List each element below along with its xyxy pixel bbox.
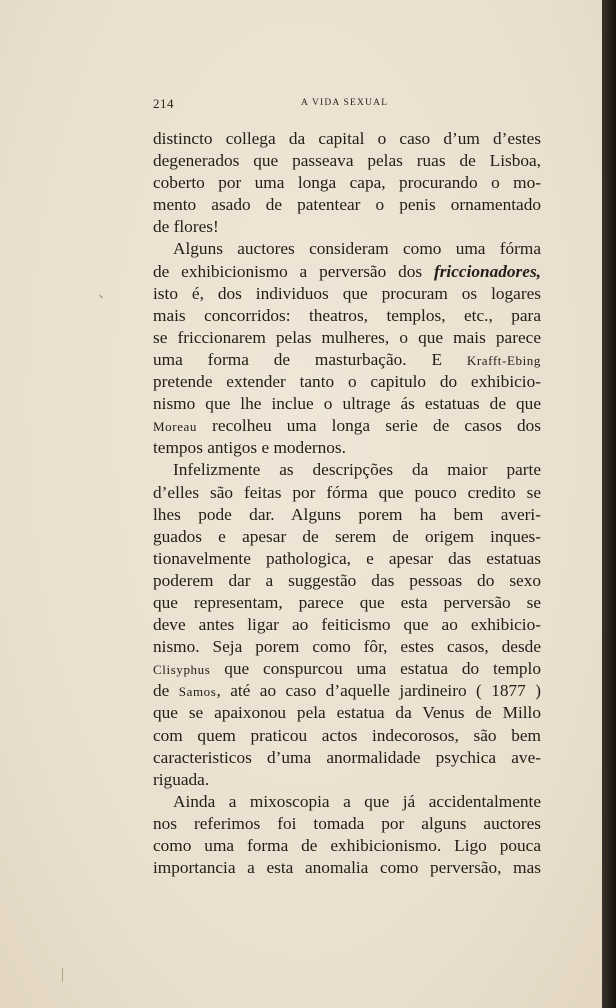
text-run: Alguns auctores consideram como uma fórma bbox=[173, 239, 541, 259]
paper-speck bbox=[99, 295, 103, 298]
text-line bbox=[153, 658, 541, 680]
text-run: poderem dar a suggestão das pessoas do sexo bbox=[153, 570, 541, 590]
text-run: de flores! bbox=[153, 217, 219, 237]
text-run: nismo que lhe inclue o ultrage ás estatuas de que bbox=[153, 394, 541, 414]
text-run: com quem praticou actos indecorosos, são bem bbox=[153, 725, 541, 745]
text-run: como uma forma de exhibicionismo. Ligo pouca bbox=[153, 836, 541, 855]
author-name: Samos bbox=[178, 684, 217, 700]
text-line bbox=[153, 592, 541, 614]
text-run: caracteristicos d’uma anormalidade psychica ave- bbox=[153, 747, 541, 767]
text-line bbox=[153, 857, 541, 879]
text-run: lhes pode dar. Alguns porem ha bem averi- bbox=[153, 504, 541, 524]
text-line bbox=[153, 261, 541, 283]
text-line bbox=[153, 194, 541, 216]
text-line bbox=[153, 283, 541, 305]
text-run: que se apaixonou pela estatua da Venus de Millo bbox=[153, 703, 541, 723]
text-line bbox=[153, 437, 541, 459]
text-line bbox=[153, 813, 541, 835]
author-name: Krafft-Ebing bbox=[466, 352, 541, 368]
author-name: Moreau bbox=[153, 419, 198, 435]
text-run: distincto collega da capital o caso d’um d’estes bbox=[153, 129, 541, 148]
text-line bbox=[153, 725, 541, 747]
text-run: Ainda a mixoscopia a que já accidentalmente bbox=[173, 791, 541, 811]
text-run: se friccionarem pelas mulheres, o que mais parece bbox=[153, 327, 541, 347]
text-line bbox=[153, 393, 541, 415]
text-run: guados e apesar de serem de origem inques- bbox=[153, 526, 541, 546]
text-run: degenerados que passeava pelas ruas de Lisboa, bbox=[153, 151, 541, 171]
text-run: Infelizmente as descripções da maior parte bbox=[173, 460, 541, 480]
text-line bbox=[153, 702, 541, 724]
text-run: nos referimos foi tomada por alguns auctores bbox=[153, 813, 541, 833]
text-run: que representam, parece que esta perversão se bbox=[153, 592, 541, 612]
text-line bbox=[153, 504, 541, 526]
text-run: uma forma de masturbação. E bbox=[153, 349, 467, 369]
text-line bbox=[153, 128, 541, 150]
text-run: , até ao caso d’aquelle jardineiro ( 1877 ) bbox=[216, 681, 541, 701]
text-line bbox=[153, 680, 541, 702]
text-run: coberto por uma longa capa, procurando o mo- bbox=[153, 173, 541, 193]
text-line bbox=[153, 835, 541, 857]
text-line bbox=[153, 216, 541, 238]
emphasized-term: friccionadores, bbox=[433, 261, 541, 281]
text-line bbox=[153, 371, 541, 393]
text-line bbox=[153, 415, 541, 437]
text-line bbox=[153, 238, 541, 260]
text-line bbox=[153, 747, 541, 769]
text-line bbox=[153, 526, 541, 548]
text-line bbox=[153, 305, 541, 327]
text-line bbox=[153, 769, 541, 791]
text-run: isto é, dos individuos que procuram os logares bbox=[153, 283, 541, 303]
text-run: de exhibicionismo a perversão dos bbox=[153, 261, 434, 281]
text-line bbox=[153, 459, 541, 481]
text-line bbox=[153, 172, 541, 194]
text-run: importancia a esta anomalia como perversão, mas bbox=[153, 858, 541, 878]
text-run: pretende extender tanto o capitulo do exhibicio- bbox=[153, 372, 541, 392]
page-header bbox=[153, 96, 541, 116]
text-run: d’elles são feitas por fórma que pouco credito se bbox=[153, 482, 541, 502]
paper-speck bbox=[62, 968, 63, 982]
text-run: nismo. Seja porem como fôr, estes casos, desde bbox=[153, 637, 541, 657]
text-line bbox=[153, 548, 541, 570]
author-name: Clisyphus bbox=[153, 662, 211, 678]
text-run: tempos antigos e modernos. bbox=[153, 438, 346, 458]
text-run: riguada. bbox=[153, 769, 210, 789]
text-line bbox=[153, 636, 541, 658]
page-number: 214 bbox=[153, 96, 174, 111]
text-run: tionavelmente pathologica, e apesar das estatuas bbox=[153, 548, 541, 568]
text-line bbox=[153, 614, 541, 636]
running-title: A VIDA SEXUAL bbox=[301, 98, 389, 108]
body-text bbox=[153, 128, 541, 879]
text-run: deve antes ligar ao feiticismo que ao exhibicio- bbox=[153, 615, 541, 635]
text-line bbox=[153, 570, 541, 592]
text-run: mais concorridos: theatros, templos, etc., para bbox=[153, 305, 541, 325]
text-run: de bbox=[153, 681, 179, 701]
text-run: recolheu uma longa serie de casos dos bbox=[197, 416, 541, 436]
text-line bbox=[153, 349, 541, 371]
text-line bbox=[153, 150, 541, 172]
book-edge bbox=[602, 0, 616, 1008]
text-line bbox=[153, 482, 541, 504]
text-run: que conspurcou uma estatua do templo bbox=[210, 659, 541, 679]
text-run: mento asado de patentear o penis ornamentado bbox=[153, 195, 541, 215]
text-line bbox=[153, 791, 541, 813]
text-line bbox=[153, 327, 541, 349]
